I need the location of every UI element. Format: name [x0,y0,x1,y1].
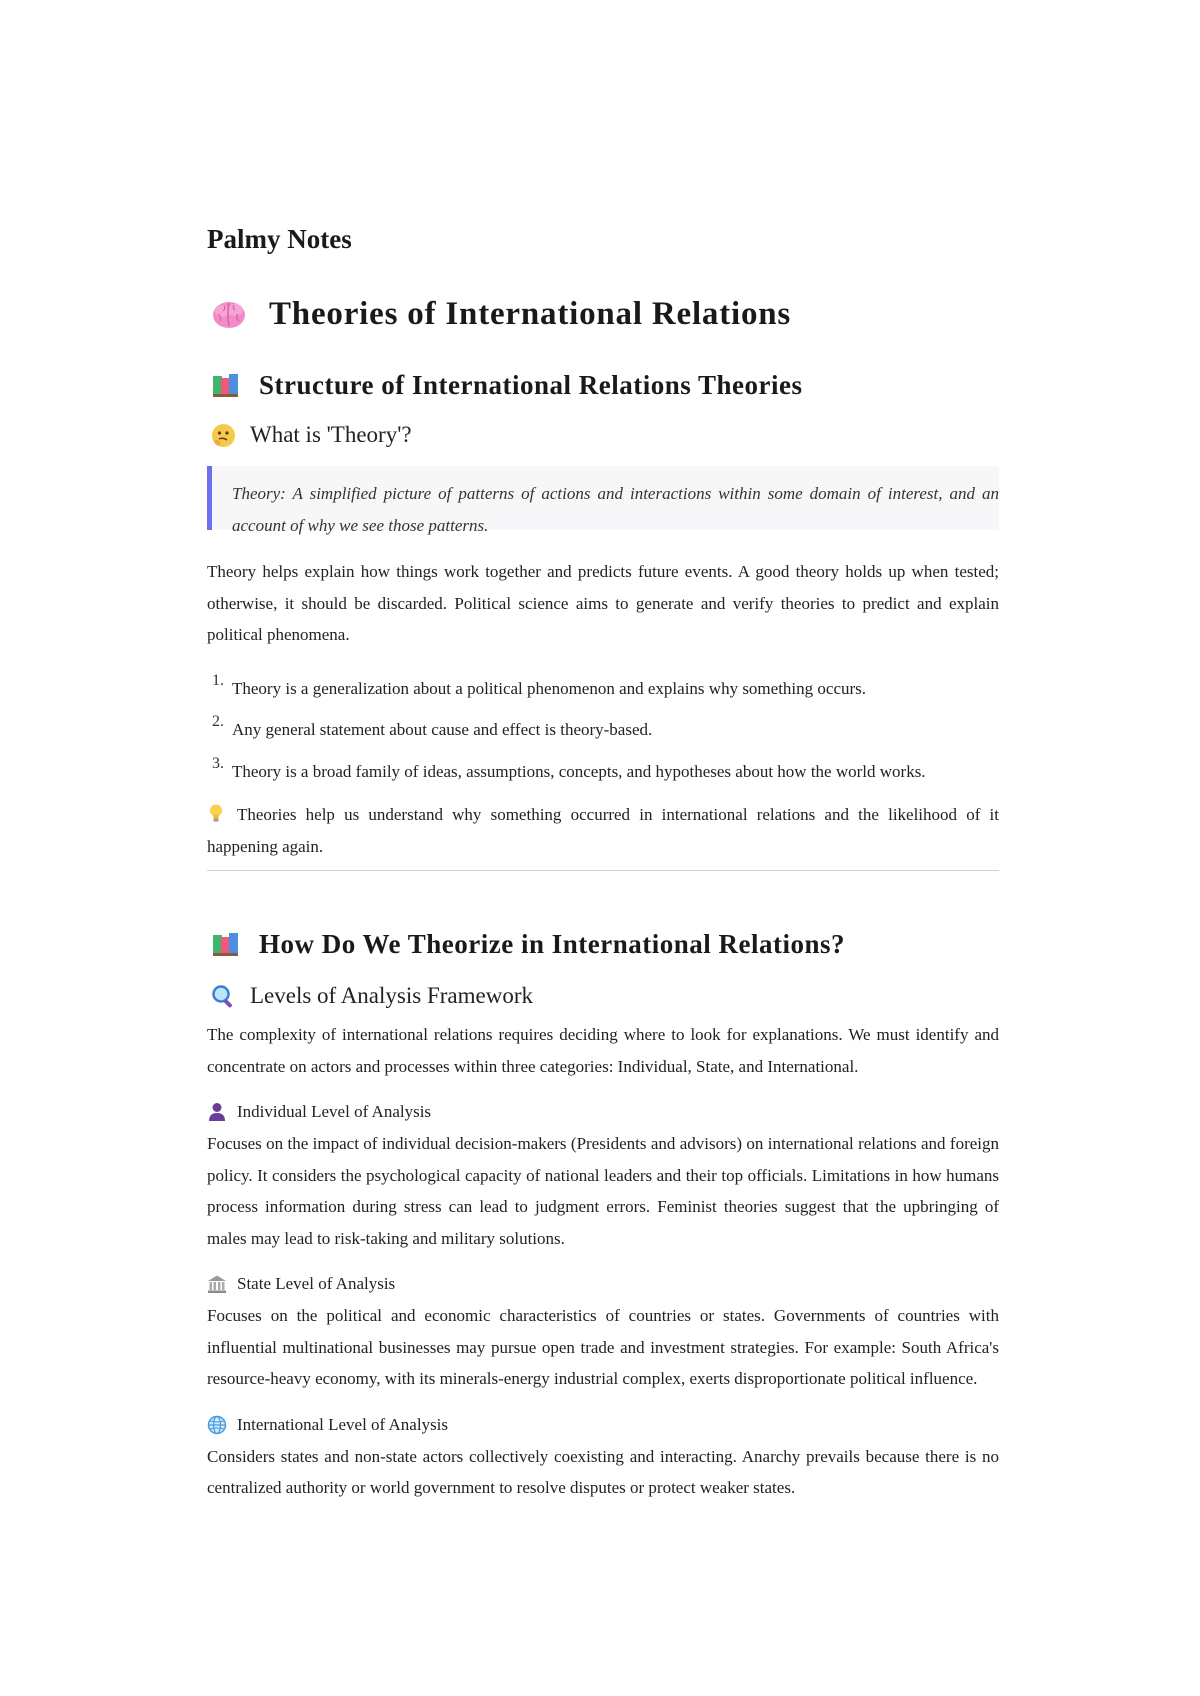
list-item-number: 2. [212,713,224,730]
level-heading-text: State Level of Analysis [237,1274,396,1293]
level-heading-individual [207,1100,999,1124]
level-heading-text: Individual Level of Analysis [237,1102,432,1121]
site-title: Palmy Notes [207,224,352,254]
globe-icon [207,1415,227,1435]
classical-building-icon [207,1274,227,1294]
brain-icon [211,296,247,332]
theory-paragraph: Theory helps explain how things work together and predicts future events. A good theory holds up when tested; otherwise, it should be discarded. Political science aims to generate and verify theories to predict and explain political phenomena. [207,562,999,644]
list-item [207,673,999,705]
tip-paragraph [207,799,999,862]
quote-text: Theory: A simplified picture of patterns of actions and interactions within some domain of interest, and an account of why we see those patterns. [232,484,999,535]
section-heading-theorize [207,927,999,961]
level-heading-state [207,1272,999,1296]
subsection-heading-theory [207,420,999,450]
list-item [207,756,999,788]
thinking-face-icon [211,423,236,448]
list-item-number: 1. [212,671,224,689]
levels-paragraph: The complexity of international relations requires deciding where to look for explanations. We must identify and concentrate on actors and processes within three categories: Individual, State, and International. [207,1025,999,1076]
level-heading-international [207,1413,999,1437]
list-item [207,714,999,746]
theory-list [207,673,999,788]
person-icon [207,1102,227,1122]
books-icon [211,929,241,959]
list-item-text: Theory is a broad family of ideas, assumptions, concepts, and hypotheses about how the world works. [232,761,926,781]
theory-definition-quote [207,466,999,535]
tip-text: Theories help us understand why something occurred in international relations and the likelihood of it happening again. [207,805,999,856]
page-title-text: Theories of International Relations [269,296,792,332]
subsection-heading-levels [207,981,999,1011]
level-paragraph-international: Considers states and non-state actors collectively coexisting and interacting. Anarchy prevails because there is no centralized authority or world government to resolve disputes or protect weaker states. [207,1446,999,1497]
level-paragraph-individual: Focuses on the impact of individual decision-makers (Presidents and advisors) on international relations and foreign policy. It considers the psychological capacity of national leaders and their top officials. Limitations in how humans process information during stress can lead to judgment errors. Feminist theories suggest that the upbringing of males may lead to risk-taking and military solutions. [207,1134,999,1248]
section-heading-text: Structure of International Relations Theories [259,370,803,400]
subsection-heading-text: What is 'Theory'? [250,422,412,447]
section-heading-text: How Do We Theorize in International Relations? [259,929,846,959]
document [207,222,999,1504]
list-item-text: Any general statement about cause and effect is theory-based. [232,720,653,739]
list-item-number: 3. [212,754,224,772]
subsection-heading-text: Levels of Analysis Framework [250,983,533,1008]
books-icon [211,370,241,400]
list-item-text: Theory is a generalization about a political phenomenon and explains why something occurs. [232,678,867,698]
magnifying-glass-icon [211,984,236,1009]
page-title [207,294,999,334]
section-divider [207,870,999,871]
lightbulb-icon [207,803,225,823]
level-heading-text: International Level of Analysis [237,1414,449,1434]
level-paragraph-state: Focuses on the political and economic characteristics of countries or states. Governments of countries with influential multinational businesses may pursue open trade and investment strategies. For example: South Africa's resource-heavy economy, with its minerals-energy industrial complex, exerts disproportionate political influence. [207,1306,999,1388]
section-heading-structure [207,368,999,402]
